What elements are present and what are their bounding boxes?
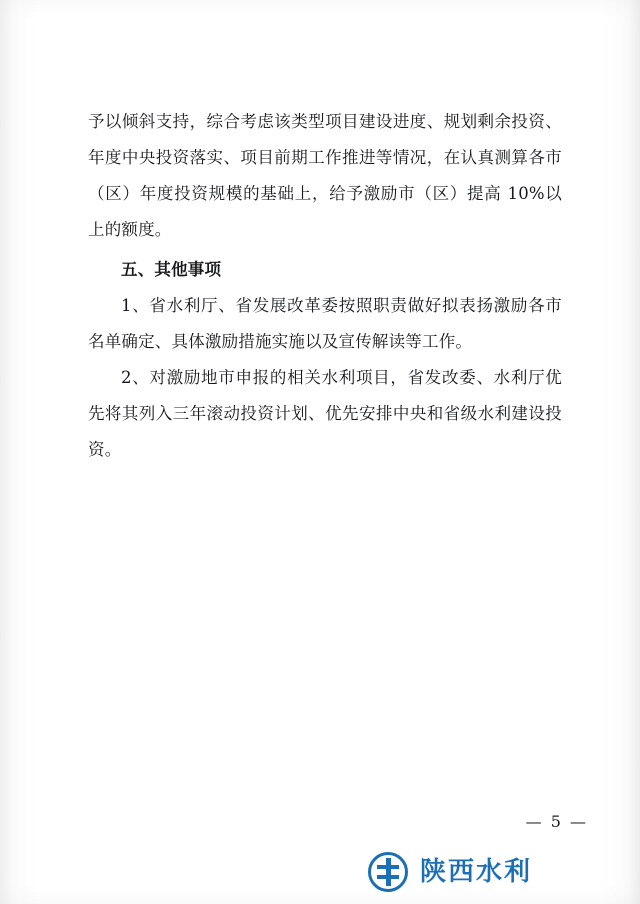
footer-logo-text: 陕西水利 — [420, 857, 533, 887]
paragraph-item-1: 1、省水利厅、省发展改革委按照职责做好拟表扬激励各市名单确定、具体激励措施实施以及宣传解读等工作。 — [88, 296, 562, 351]
paragraph-item-2: 2、对激励地市申报的相关水利项目，省发改委、水利厅优先将其列入三年滚动投资计划、优先安排中央和省级水利建设投资。 — [88, 368, 562, 459]
document-body — [88, 104, 562, 468]
paragraph-continued: 予以倾斜支持，综合考虑该类型项目建设进度、规划剩余投资、年度中央投资落实、项目前期工作推进等情况，在认真测算各市（区）年度投资规模的基础上，给予激励市（区）提高 10%以上的额度。 — [88, 112, 562, 239]
section-heading-five: 五、其他事项 — [121, 260, 222, 279]
page-number: — 5 — — [525, 812, 588, 831]
footer-logo — [368, 852, 532, 892]
shaanxi-water-circle-logo-icon — [368, 852, 408, 892]
